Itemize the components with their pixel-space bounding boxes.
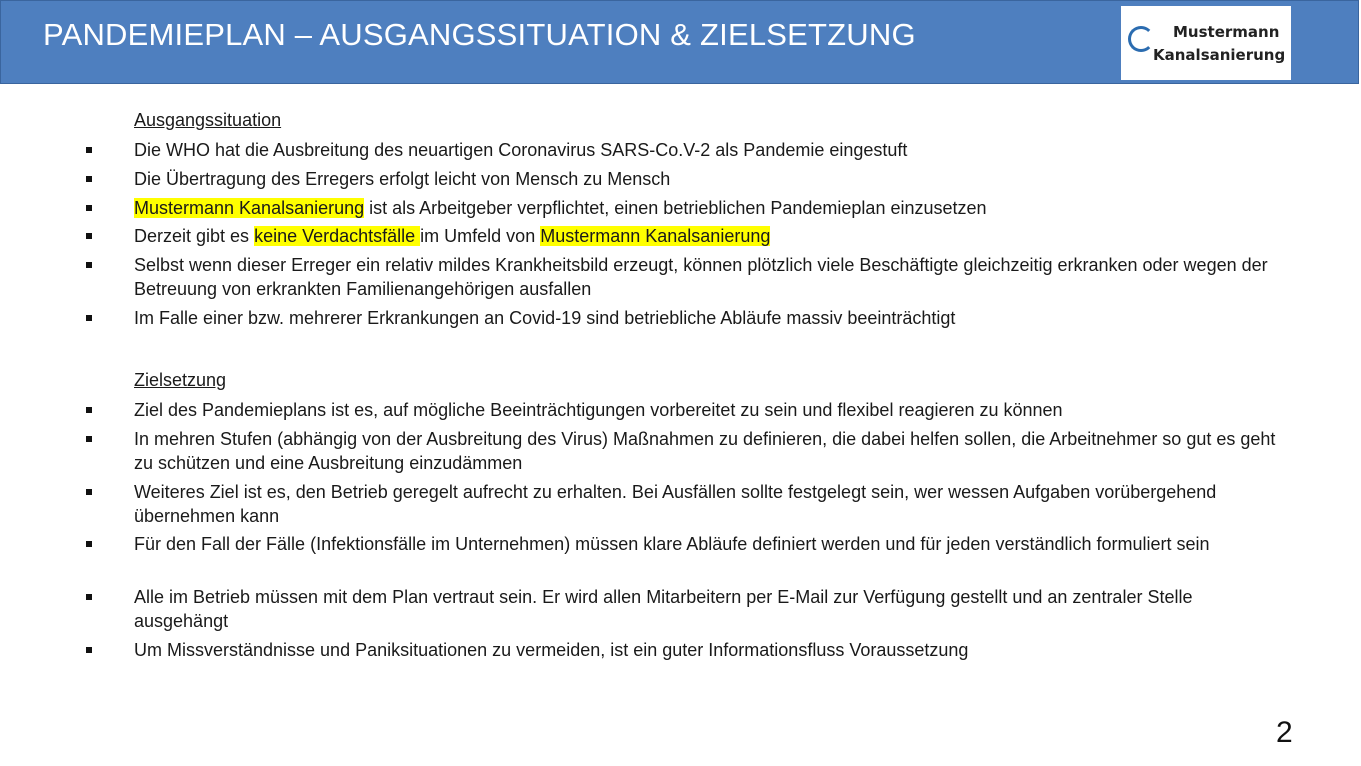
bullet-icon <box>86 233 92 239</box>
logo-text-line2: Kanalsanierung <box>1153 46 1286 64</box>
highlight-company-name: Mustermann Kanalsanierung <box>540 226 771 246</box>
bullet-icon <box>86 489 92 495</box>
bullet-icon <box>86 647 92 653</box>
list-item-text: Um Missverständnisse und Paniksituationen zu vermeiden, ist ein guter Informationsfluss Voraussetzung <box>134 640 969 660</box>
logo-text-line1: Mustermann <box>1173 23 1280 41</box>
bullet-icon <box>86 147 92 153</box>
list-item-text <box>134 224 1284 248</box>
bullet-icon <box>86 594 92 600</box>
bullet-icon <box>86 315 92 321</box>
text-segment: Derzeit gibt es <box>134 226 255 246</box>
list-item-text <box>134 196 1284 220</box>
highlight-no-suspected-cases: keine Verdachtsfälle <box>254 226 421 246</box>
list-item-text: Im Falle einer bzw. mehrerer Erkrankungen an Covid-19 sind betriebliche Abläufe massiv beeinträchtigt <box>134 308 956 328</box>
list-item-text: Weiteres Ziel ist es, den Betrieb geregelt aufrecht zu erhalten. Bei Ausfällen sollte festgelegt sein, wer wessen Aufgaben vorübergehend übernehmen kann <box>134 482 1217 526</box>
page-number: 2 <box>1276 716 1293 749</box>
slide-title: PANDEMIEPLAN – AUSGANGSSITUATION & ZIELSETZUNG <box>43 17 916 52</box>
bullet-icon <box>86 436 92 442</box>
text-segment: ist als Arbeitgeber verpflichtet, einen betrieblichen Pandemieplan einzusetzen <box>364 198 987 218</box>
section-heading-ausgangssituation: Ausgangssituation <box>134 110 282 130</box>
list-item-text: In mehren Stufen (abhängig von der Ausbreitung des Virus) Maßnahmen zu definieren, die dabei helfen sollen, die Arbeitnehmer so gut es geht zu schützen und eine Ausbreitung einzudämmen <box>134 429 1276 473</box>
bullet-icon <box>86 205 92 211</box>
list-item-text: Die WHO hat die Ausbreitung des neuartigen Coronavirus SARS-Co.V-2 als Pandemie eingestuft <box>134 140 908 160</box>
list-item-text: Die Übertragung des Erregers erfolgt leicht von Mensch zu Mensch <box>134 169 671 189</box>
highlight-company-name: Mustermann Kanalsanierung <box>134 198 365 218</box>
text-segment: im Umfeld von <box>420 226 541 246</box>
bullet-icon <box>86 407 92 413</box>
section-heading-zielsetzung: Zielsetzung <box>134 370 227 390</box>
list-item-text: Alle im Betrieb müssen mit dem Plan vertraut sein. Er wird allen Mitarbeitern per E-Mail zur Verfügung gestellt und an zentraler Stelle ausgehängt <box>134 587 1193 631</box>
bullet-icon <box>86 541 92 547</box>
slide-header <box>0 0 1359 84</box>
bullet-icon <box>86 176 92 182</box>
list-item-text: Ziel des Pandemieplans ist es, auf mögliche Beeinträchtigungen vorbereitet zu sein und flexibel reagieren zu können <box>134 400 1063 420</box>
list-item-text: Für den Fall der Fälle (Infektionsfälle im Unternehmen) müssen klare Abläufe definiert werden und für jeden verständlich formuliert sein <box>134 534 1210 554</box>
company-logo <box>1121 6 1291 80</box>
list-item-text: Selbst wenn dieser Erreger ein relativ mildes Krankheitsbild erzeugt, können plötzlich viele Beschäftigte gleichzeitig erkranken oder wegen der Betreuung von erkrankten Familienangehörigen ausfallen <box>134 255 1268 299</box>
bullet-icon <box>86 262 92 268</box>
logo-c-icon <box>1128 26 1154 52</box>
